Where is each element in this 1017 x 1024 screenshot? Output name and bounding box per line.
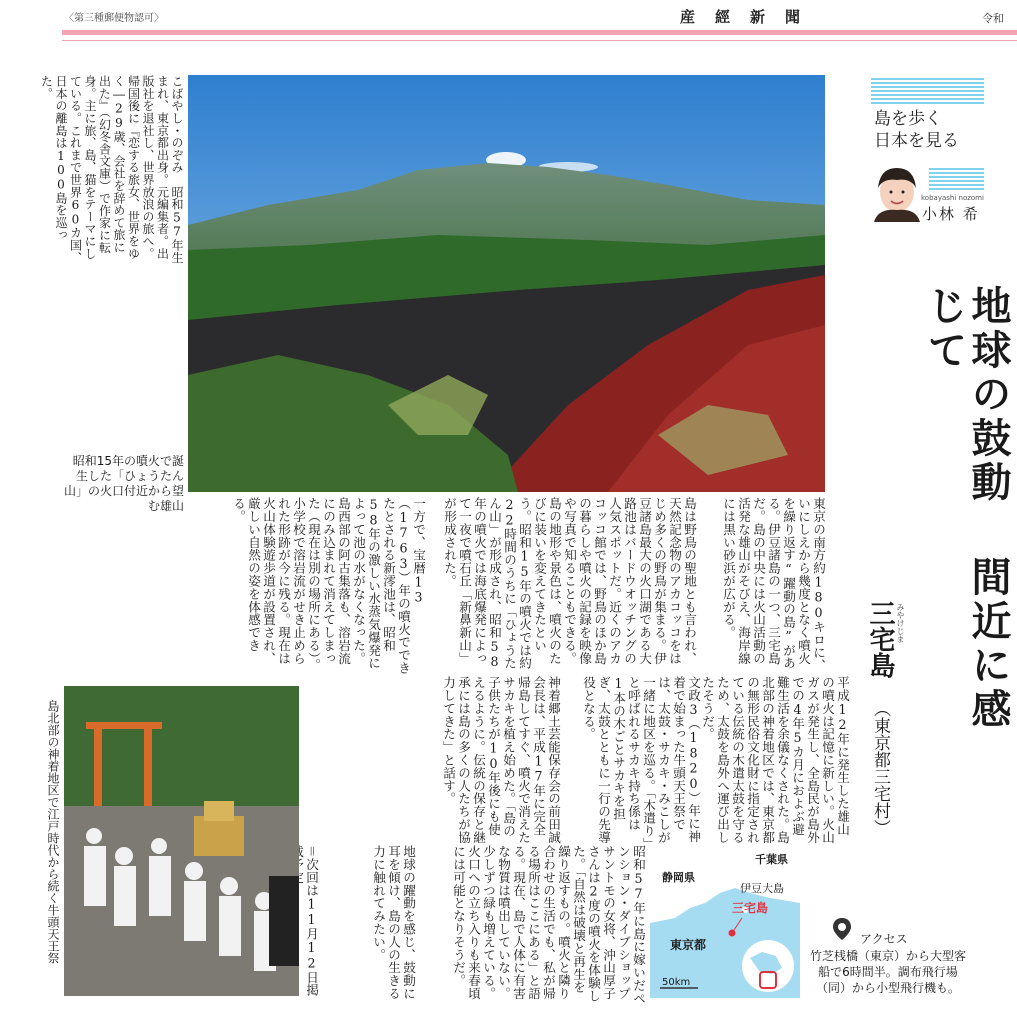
- newspaper-masthead: 産經新聞: [680, 8, 821, 26]
- author-name-roman: kobayashi nozomi: [921, 194, 984, 202]
- series-title-line1: 島を歩く: [874, 109, 942, 129]
- series-title: [874, 108, 959, 152]
- author-photo: [866, 158, 928, 222]
- series-title-line2: 日本を見る: [874, 131, 959, 151]
- map-label-izu-oshima: 伊豆大島: [740, 882, 784, 895]
- postal-permit: 〈第三種郵便物認可〉: [64, 13, 164, 24]
- main-photo-caption-lines: 昭和15年の噴火で誕生した「ひょうたん山」の火口付近から望む雄山: [64, 454, 185, 513]
- location-pin-icon: [832, 917, 852, 941]
- island-reading: みやけじま: [896, 603, 905, 643]
- map-label-chiba: 千葉県: [755, 853, 788, 866]
- map-scale: 50km: [662, 977, 691, 988]
- map-label-tokyo: 東京都: [670, 938, 707, 952]
- header-rule-thin: [62, 40, 1017, 41]
- series-stripe: [871, 78, 984, 104]
- map-label-shizuoka: 静岡県: [662, 871, 695, 884]
- access-text: 竹芝桟橋（東京）から大型客船で6時間半。調布飛行場（同）から小型飛行機も。: [809, 949, 966, 995]
- next-issue-note: ＝次回は11月12日掲: [304, 845, 319, 997]
- map-label-miyakejima: 三宅島: [732, 901, 769, 915]
- article-col-3: 島の地形や景色は、噴火のたびに装いを変えてきたという。昭和15年の噴火では約22時間のうちに「ひょうたん山」が形成され、昭和58年の噴火では海底爆発によって一夜で噴石丘「新鼻新山」が形成された。: [442, 497, 562, 670]
- author-name: 小林 希: [922, 205, 980, 223]
- article-col-9: 地球の躍動を感じ、鼓動に耳を傾け、島の人の生きる力に触れてみたい。: [371, 845, 416, 1000]
- access-label: アクセス: [860, 932, 908, 946]
- island-location: （東京都三宅村）: [870, 700, 890, 836]
- sub-photo-festival: [64, 686, 299, 996]
- headline: 地球の鼓動 間近に感じて: [921, 285, 1012, 732]
- article-col-7: 神着郷土芸能保存会の前田誠会長は、平成17年に完全帰島してすぐ、噴火で消えたサカキを植え始めた。「島の子供たちが10年後にも使えるように。伝統の保存と継承には島の多くの人たちが協力してきた」と話す。: [441, 676, 561, 844]
- issue-date: 令和: [982, 12, 1004, 25]
- header-rule: [62, 30, 1017, 35]
- author-bio: こばやし・のぞみ 昭和57年生まれ、東京都出身。元編集者。出版社を退社し、世界放浪の旅へ。帰国後に『恋する旅女、世界をゆく―29歳、会社を辞めて旅に出た』（幻冬舎文庫）で作家に転身。主に旅、島、猫をテーマにしている。これまで世界60カ国、日本の離島は100島を巡った。: [39, 75, 184, 264]
- series-stripe-author: [929, 168, 984, 190]
- main-photo-mount-oyama: [188, 75, 825, 492]
- article-col-8: 昭和57年に島に嫁いだペンション・ダイブショップサントモの女将、沖山厚子さんは2度の噴火を体験した。「自然は破壊と再生を繰り返すもの。噴火と隣り合わせの生活でも、私が帰る場所はここにある」と語る。現在、島で人体に有害な物質は噴出していない。少しずつ緑も増えている。火口への立ち入りも来春頃には可能となりそうだ。: [451, 845, 646, 1005]
- article-col-5: 平成12年に発生した雄山の噴火は記憶に新しい。火山ガスが発生し、全島民が島外での4年5カ月におよぶ避難生活を余儀なくされた。島北部の神着地区では、東京都の無形民俗文化財に指定されている伝統の木遣太鼓を守るため、太鼓を島外へ運び出したそうだ。: [700, 676, 850, 844]
- article-col-6: 文政3（1820）年に神着で始まった牛頭天王祭では、太鼓・サカキ・みこしが一緒に地区を巡る。「木遣り」と呼ばれるサカキ持ち係は1本の木ごとサカキを担ぎ、太鼓とともに一行の先導役となる。: [581, 676, 701, 844]
- article-col-4: 一方で、宝暦13（1763）年の噴火でできたとされる新澪池は、昭和58年の激しい水蒸気爆発によって池の水がなくなった。島西部の阿古集落も、溶岩流にのみ込まれて消えてしまった（現在は別の場所にある）。小学校で溶岩流がせき止められた形跡が今に残る。現在は火山体験遊歩道が設置され、厳しい自然の姿を体感できる。: [231, 497, 426, 675]
- sub-photo-caption: 島北部の神着地区で江戸時代から続く牛頭天王祭: [46, 700, 60, 964]
- article-col-1: 東京の南方約180キロに、いにしえから幾度となく噴火を繰り返す“躍動の島”がある。伊豆諸島の一つ、三宅島だ。島の中央には火山活動の活発な雄山がそびえ、海岸線には黒い砂浜が広がる。: [721, 497, 826, 672]
- island-name: 三宅島: [865, 600, 895, 678]
- article-col-2: 島は野鳥の聖地とも言われ、天然記念物のアカコッコをはじめ多くの野鳥が集まる。伊豆諸島最大の火口湖である大路池はバードウオッチングの人気スポットだ。近くのアカコッコ館では、野鳥のほか島の暮らしや噴火の記録を映像や写真で知ることもできる。: [562, 497, 697, 665]
